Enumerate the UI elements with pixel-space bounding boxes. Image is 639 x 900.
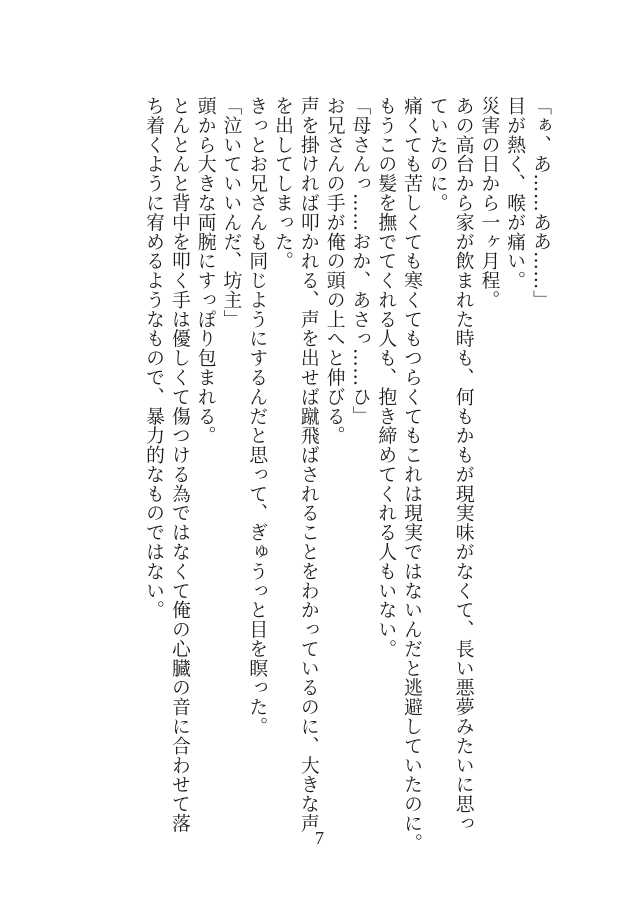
- text-line: あの高台から家が飲まれた時も、何もかもが現実味がなくて、長い悪夢みたいに思っ: [452, 96, 474, 833]
- text-line: を出してしまった。: [272, 96, 294, 271]
- page-number: 7: [315, 828, 324, 848]
- text-line: 頭から大きな両腕にすっぽり包まれる。: [194, 96, 216, 446]
- text-line: 「泣いていいんだ、坊主」: [220, 96, 242, 329]
- text-line: 痛くても苦しくても寒くてもつらくてもこれは現実ではないんだと逃避していたのに。: [401, 96, 423, 853]
- text-line: お兄さんの手が俺の頭の上へと伸びる。: [323, 96, 345, 446]
- vertical-text-body: [140, 96, 553, 853]
- text-line: 声を掛ければ叩かれる、声を出せば蹴飛ばされることをわかっているのに、大きな声: [297, 96, 319, 833]
- text-line: 「ぁ、あ……ああ……」: [530, 96, 551, 310]
- text-line: きっとお兄さんも同じようにするんだと思って、ぎゅうっと目を瞑った。: [246, 96, 268, 736]
- text-line: ち着くように宥めるようなもので、暴力的なものではない。: [143, 96, 165, 620]
- text-line: 災害の日から一ヶ月程。: [478, 96, 500, 310]
- text-line: もうこの髪を撫でてくれる人も、抱き締めてくれる人もいない。: [375, 96, 397, 659]
- text-line: ていたのに。: [426, 96, 448, 213]
- text-line: 「母さんっ……おか、あさっ……ひ」: [349, 96, 371, 426]
- text-line: 目が熱く、喉が痛い。: [504, 96, 526, 290]
- text-line: とんとんと背中を叩く手は優しくて傷つける為ではなくて俺の心臓の音に合わせて落: [168, 96, 190, 833]
